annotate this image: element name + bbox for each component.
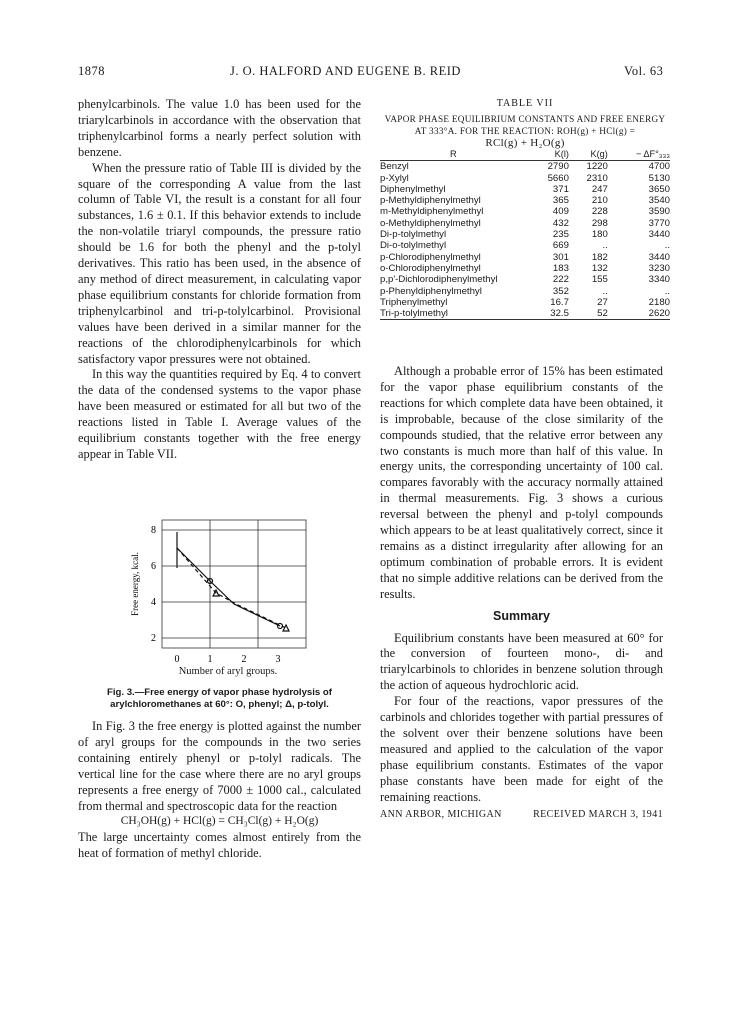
value-cell: 52	[597, 308, 608, 320]
value-cell: 2790	[547, 161, 569, 173]
x-tick: 3	[275, 654, 281, 665]
value-cell: 3440	[648, 229, 670, 241]
affiliation-line	[380, 807, 663, 823]
compound-name-cell: o-Chlorodiphenylmethyl	[380, 262, 481, 274]
value-cell: 371	[552, 183, 569, 195]
value-cell: 27	[597, 296, 608, 308]
value-cell: 409	[552, 206, 569, 218]
table-row	[380, 206, 670, 217]
table-row	[380, 229, 670, 240]
table-header-row	[380, 149, 670, 161]
figure-3	[118, 516, 318, 686]
left-column	[78, 97, 361, 463]
value-cell: ..	[602, 285, 608, 297]
column-header: R	[450, 149, 457, 159]
left-column-lower	[78, 719, 361, 862]
value-cell: 3230	[648, 262, 670, 274]
paragraph: When the pressure ratio of Table III is divided by the square of the corresponding A value from the last column of Table VI, the result is a constant for all four substances, 1.6 ± 0.1. If this behavior extends to include the non-volatile triaryl compounds, the pressure ratio should be 1.6 for both the phenyl and the p-tolyl derivatives. This ratio has been used, in the absence of any method of direct measurement, in calculating vapor phase equilibrium constants for chloride formation from triphenylcarbinol and tri-p-tolylcarbinol. Provisional values have been derived in a similar manner for the reactions of the chlorodiphenylcarbinols for which satisfactory vapor pressures were not obtained.	[78, 160, 361, 366]
value-cell: 298	[591, 217, 608, 229]
x-tick: 1	[207, 654, 213, 665]
value-cell: 180	[591, 229, 608, 241]
value-cell: 182	[591, 251, 608, 263]
compound-name-cell: p-Methyldiphenylmethyl	[380, 195, 481, 207]
x-tick: 0	[174, 654, 180, 665]
value-cell: 183	[552, 262, 569, 274]
value-cell: 2310	[586, 172, 608, 184]
data-table	[380, 149, 670, 320]
p-tolyl-series-line	[177, 548, 286, 628]
table-vii	[380, 97, 670, 320]
table-row	[380, 161, 670, 173]
paragraph: Equilibrium constants have been measured at 60° for the conversion of fourteen mono-, di- and triarylcarbinols to chlorides in benzene solution through the action of aqueous hydrochloric acid.	[380, 630, 663, 693]
value-cell: 247	[591, 183, 608, 195]
value-cell: 352	[552, 285, 569, 297]
table-row	[380, 308, 670, 320]
column-header: K(l)	[554, 149, 569, 159]
value-cell: ..	[602, 240, 608, 252]
paragraph: Although a probable error of 15% has been estimated for the vapor phase equilibrium constants of the reactions for which complete data have been obtained, it is improbable, because of the close similarity of the compounds studied, that the relative error between any two constants is much more than half of this value. In energy units, the corresponding uncertainty of 100 cal. compares favorably with the accuracy normally attained in thermal measurements. Fig. 3 shows a curious reversal between the phenyl and p-tolyl compounds which appears to be at least qualitatively correct, since it remains as a distinct irregularity after allowing for an optimum combination of probable errors. It is evident that no simple additive relations can be derived from the results.	[380, 364, 663, 601]
value-cell: 1220	[586, 161, 608, 173]
value-cell: 432	[552, 217, 569, 229]
paragraph: The large uncertainty comes almost entirely from the heat of formation of methyl chloride.	[78, 830, 361, 861]
value-cell: 2620	[648, 308, 670, 320]
value-cell: 5660	[547, 172, 569, 184]
value-cell: 5130	[648, 172, 670, 184]
compound-name-cell: Diphenylmethyl	[380, 183, 446, 195]
table-row	[380, 195, 670, 206]
compound-name-cell: p,p'-Dichlorodiphenylmethyl	[380, 274, 498, 286]
table-row	[380, 252, 670, 263]
value-cell: 235	[552, 229, 569, 241]
value-cell: 3340	[648, 274, 670, 286]
value-cell: 4700	[648, 161, 670, 173]
running-head-authors: J. O. HALFORD AND EUGENE B. REID	[230, 64, 461, 78]
value-cell: 3650	[648, 183, 670, 195]
y-tick: 6	[151, 561, 156, 572]
paragraph: In this way the quantities required by Eq. 4 to convert the data of the condensed systems to the vapor phase have been measured or estimated for all but two of the reactions listed in Table I. Average values of the equilibrium constants together with the free energy appear in Table VII.	[78, 367, 361, 461]
table-label: TABLE VII	[496, 98, 554, 109]
compound-name-cell: m-Methyldiphenylmethyl	[380, 206, 484, 218]
free-energy-plot	[118, 516, 318, 666]
table-row	[380, 240, 670, 251]
value-cell: 3440	[648, 251, 670, 263]
table-row	[380, 218, 670, 229]
value-cell: 365	[552, 195, 569, 207]
compound-name-cell: Triphenylmethyl	[380, 296, 448, 308]
y-axis-label: Free energy, kcal.	[130, 552, 140, 616]
y-tick: 8	[151, 525, 156, 536]
value-cell: 669	[552, 240, 569, 252]
value-cell: 210	[591, 195, 608, 207]
column-header: K(g)	[590, 149, 608, 159]
value-cell: 16.7	[550, 296, 569, 308]
table-title: VAPOR PHASE EQUILIBRIUM CONSTANTS AND FREE ENERGY	[384, 114, 666, 124]
value-cell: ..	[664, 240, 670, 252]
volume-number: Vol. 63	[624, 64, 664, 78]
paragraph: For four of the reactions, vapor pressures of the carbinols and chlorides together with partial pressures of the solvent over their benzene solutions have been measured and applied to the calculation of the vapor phase equilibrium constants. Estimates of the vapor phase constants have been made for eight of the remaining reactions.	[380, 694, 663, 804]
value-cell: 132	[591, 262, 608, 274]
compound-name-cell: p-Phenyldiphenylmethyl	[380, 285, 482, 297]
right-column	[380, 364, 663, 823]
figure-caption: Fig. 3.—Free energy of vapor phase hydrolysis of arylchloromethanes at 60°: O, phenyl; Δ, p-tolyl.	[107, 687, 332, 710]
y-tick: 4	[151, 597, 156, 608]
table-row	[380, 184, 670, 195]
column-header: − ΔF°₃₃₃	[635, 149, 670, 159]
page-number: 1878	[78, 64, 105, 78]
value-cell: 301	[552, 251, 569, 263]
paragraph: In Fig. 3 the free energy is plotted against the number of aryl groups for the compounds in the two series containing entirely phenyl or p-tolyl radicals. The vertical line for the case where there are no aryl groups represents a free energy of 7000 ± 1000 cal., calculated from thermal and spectroscopic data for the reaction	[78, 719, 361, 813]
table-row	[380, 263, 670, 274]
value-cell: 155	[591, 274, 608, 286]
compound-name-cell: Benzyl	[380, 161, 409, 173]
value-cell: ..	[664, 285, 670, 297]
table-row	[380, 286, 670, 297]
compound-name-cell: Di-o-tolylmethyl	[380, 240, 447, 252]
table-title: RCl(g) + H₂O(g)	[485, 137, 565, 149]
compound-name-cell: p-Chlorodiphenylmethyl	[380, 251, 481, 263]
compound-name-cell: o-Methyldiphenylmethyl	[380, 217, 481, 229]
x-axis-label: Number of aryl groups.	[178, 666, 278, 677]
table-row	[380, 274, 670, 285]
phenyl-series-line	[177, 548, 280, 626]
table-title: AT 333°A. FOR THE REACTION: ROH(g) + HCl(g) =	[414, 126, 636, 136]
p-tolyl-point	[283, 625, 289, 631]
compound-name-cell: p-Xylyl	[380, 172, 409, 184]
compound-name-cell: Di-p-tolylmethyl	[380, 229, 447, 241]
value-cell: 3770	[648, 217, 670, 229]
value-cell: 3590	[648, 206, 670, 218]
equation: CH₃OH(g) + HCl(g) = CH₃Cl(g) + H₂O(g)	[120, 815, 319, 828]
location: ANN ARBOR, MICHIGAN	[380, 809, 502, 821]
table-row	[380, 173, 670, 184]
value-cell: 3540	[648, 195, 670, 207]
value-cell: 32.5	[550, 308, 569, 320]
value-cell: 2180	[648, 296, 670, 308]
table-row	[380, 297, 670, 308]
value-cell: 222	[552, 274, 569, 286]
summary-heading: Summary	[493, 608, 550, 623]
paragraph: phenylcarbinols. The value 1.0 has been used for the triarylcarbinols in accordance with the observation that triphenylcarbinol forms a nearly perfect solution with benzene.	[78, 97, 361, 159]
x-tick: 2	[241, 654, 247, 665]
compound-name-cell: Tri-p-tolylmethyl	[380, 308, 448, 320]
received-date: RECEIVED MARCH 3, 1941	[533, 809, 663, 821]
value-cell: 228	[591, 206, 608, 218]
y-tick: 2	[151, 633, 156, 644]
